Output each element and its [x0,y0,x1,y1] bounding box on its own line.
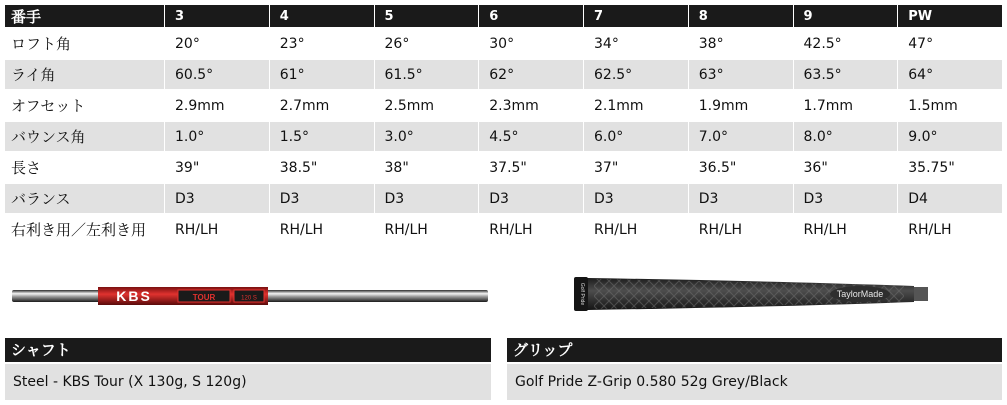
table-cell: 9.0° [897,122,1002,153]
table-cell: 2.3mm [478,91,583,122]
row-label: ライ角 [5,60,164,91]
table-cell: 62.5° [583,60,688,91]
table-cell: 38.5" [269,153,374,184]
table-cell: D4 [897,184,1002,215]
row-label: バランス [5,184,164,215]
table-cell: D3 [793,184,898,215]
spec-header-row [5,5,1002,29]
header-cell: 8 [688,5,793,29]
table-cell: 2.9mm [164,91,269,122]
table-cell: 42.5° [793,29,898,60]
table-cell: D3 [374,184,479,215]
table-cell: 2.7mm [269,91,374,122]
header-cell: PW [897,5,1002,29]
table-cell: 1.9mm [688,91,793,122]
table-cell: 2.5mm [374,91,479,122]
grip-image [574,276,930,312]
table-cell: 6.0° [583,122,688,153]
header-cell: 6 [478,5,583,29]
table-cell: 3.0° [374,122,479,153]
table-cell: 20° [164,29,269,60]
shaft-panel-value: Steel - KBS Tour (X 130g, S 120g) [5,364,491,400]
table-cell: D3 [688,184,793,215]
table-cell: 30° [478,29,583,60]
table-cell: 47° [897,29,1002,60]
table-cell: 1.7mm [793,91,898,122]
header-cell: 番手 [5,5,164,29]
table-cell: 34° [583,29,688,60]
table-cell: 64° [897,60,1002,91]
table-cell: 37" [583,153,688,184]
grip-panel-title: グリップ [507,338,1002,362]
grip-ferrule [914,287,928,301]
table-cell: 63.5° [793,60,898,91]
table-cell: 38" [374,153,479,184]
table-cell: 1.5° [269,122,374,153]
shaft-image [12,284,488,308]
table-cell: RH/LH [478,215,583,246]
shaft-badge-text: 120 S [241,295,257,302]
row-label: ロフト角 [5,29,164,60]
table-cell: RH/LH [164,215,269,246]
spec-row-handedness [5,215,1002,246]
header-cell: 3 [164,5,269,29]
row-label: 右利き用／左利き用 [5,215,164,246]
row-label: オフセット [5,91,164,122]
spec-row-offset [5,91,1002,122]
table-cell: 60.5° [164,60,269,91]
table-cell: RH/LH [583,215,688,246]
spec-row-length [5,153,1002,184]
table-cell: 61° [269,60,374,91]
table-cell: RH/LH [793,215,898,246]
grip-side-text: Golf Pride [579,282,585,306]
table-cell: D3 [478,184,583,215]
row-label: 長さ [5,153,164,184]
table-cell: 8.0° [793,122,898,153]
table-cell: 2.1mm [583,91,688,122]
table-cell: D3 [583,184,688,215]
table-cell: 38° [688,29,793,60]
spec-row-balance [5,184,1002,215]
spec-row-loft [5,29,1002,60]
table-cell: 4.5° [478,122,583,153]
grip-brand-text: TaylorMade [836,289,884,299]
table-cell: 26° [374,29,479,60]
shaft-tour-text: TOUR [192,293,216,302]
table-cell: 23° [269,29,374,60]
table-cell: RH/LH [269,215,374,246]
spec-row-bounce [5,122,1002,153]
table-cell: RH/LH [688,215,793,246]
table-cell: 37.5" [478,153,583,184]
header-cell: 9 [793,5,898,29]
table-cell: RH/LH [374,215,479,246]
table-cell: 35.75" [897,153,1002,184]
shaft-panel-title: シャフト [5,338,491,362]
table-cell: RH/LH [897,215,1002,246]
shaft-logo-text: KBS [116,288,152,304]
table-cell: 61.5° [374,60,479,91]
grip-panel-value: Golf Pride Z-Grip 0.580 52g Grey/Black [507,364,1002,400]
table-cell: 1.0° [164,122,269,153]
table-cell: 39" [164,153,269,184]
header-cell: 5 [374,5,479,29]
spec-row-lie [5,60,1002,91]
table-cell: 36" [793,153,898,184]
table-cell: D3 [269,184,374,215]
header-cell: 7 [583,5,688,29]
table-cell: 63° [688,60,793,91]
table-cell: D3 [164,184,269,215]
table-cell: 1.5mm [897,91,1002,122]
table-cell: 36.5" [688,153,793,184]
table-cell: 7.0° [688,122,793,153]
row-label: バウンス角 [5,122,164,153]
spec-table [5,5,1002,246]
header-cell: 4 [269,5,374,29]
table-cell: 62° [478,60,583,91]
